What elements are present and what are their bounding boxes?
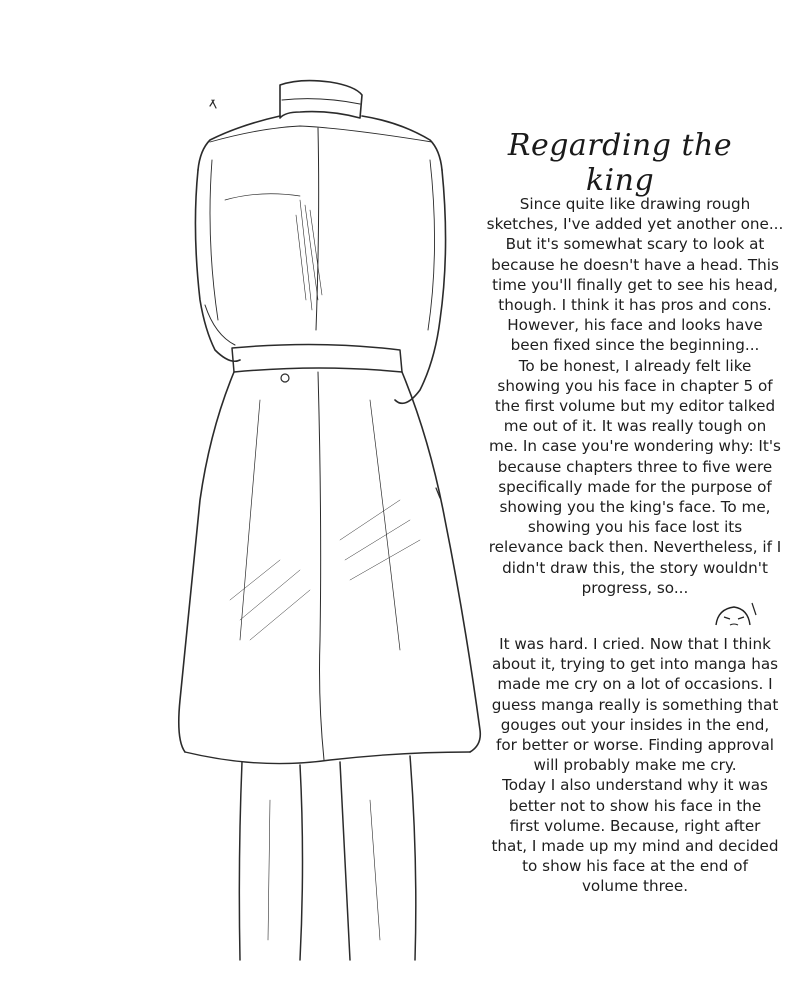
page-title: Regarding the king — [507, 128, 733, 198]
crying-face-icon — [710, 597, 758, 633]
paragraph-2: It was hard. I cried. Now that I think about it, trying to get into manga has made me cry on a lot of occasions. I guess manga really is something that gouges out your insides in the end, for better or worse. Finding approval will probably make me cry. Today I also understand why it was better not to show his face in the first volume. Because, right after that, I made up my mind and decided to show his face at the end of volume three. — [491, 635, 779, 896]
paragraph-1: Since quite like drawing rough sketches, I've added yet another one... But it's somewhat scary to look at because he doesn't have a head. This time you'll finally get to see his head, though. I think it has pros and cons. However, his face and looks have been fixed since the beginning... To be honest, I already felt like showing you his face in chapter 5 of the first volume but my editor talked me out of it. It was really tough on me. In case you're wondering why: It's because chapters three to five were specifically made for the purpose of showing you the king's face. To me, showing you his face lost its relevance back then. Nevertheless, if I didn't draw this, the story wouldn't progress, so... — [486, 195, 784, 597]
